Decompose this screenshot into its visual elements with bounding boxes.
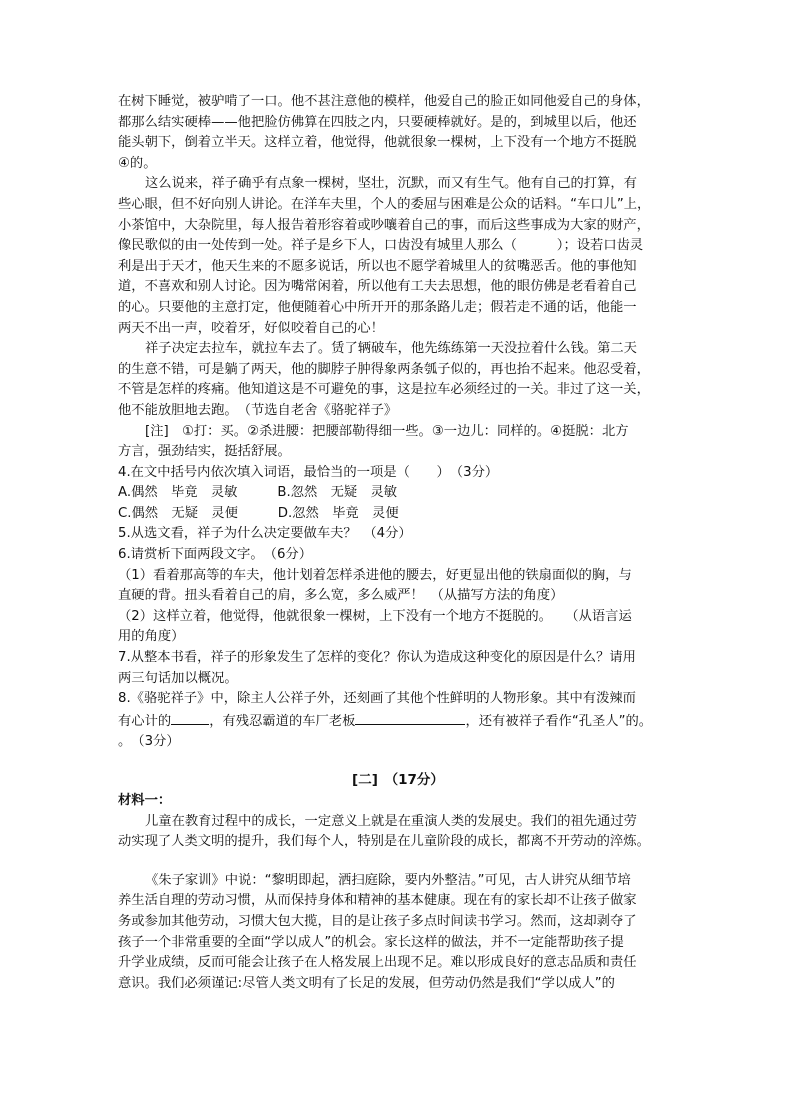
- answer-blank[interactable]: [355, 710, 465, 725]
- question-6-part-1-cont: 直硬的背。扭头看着自己的肩，多么宽，多么威严！ （从描写方法的角度）: [118, 588, 564, 604]
- question-8-cont: [118, 710, 678, 733]
- question-6: 6.请赏析下面两段文字。 （6分）: [118, 547, 313, 563]
- passage-paragraph-1: [118, 92, 678, 174]
- question-block: [118, 463, 678, 753]
- text-line: 这么说来，祥子确乎有点象一棵树，坚壮，沉默，而又有生气。他有自己的打算，有: [145, 176, 637, 192]
- text-line: 不管是怎样的疼痛。他知道这是不可避免的事，这是拉车必须经过的一关。非过了这一关，: [118, 382, 650, 398]
- text-line: 儿童在教育过程中的成长，一定意义上就是在重演人类的发展史。我们的祖先通过劳: [145, 813, 637, 829]
- material-label: 材料一：: [118, 793, 172, 808]
- text-line: 意识。我们必须谨记:尽管人类文明有了长足的发展，但劳动仍然是我们“学以成人”的: [118, 975, 615, 991]
- question-6-part-1: （1）看着那高等的车夫，他计划着怎样杀进他的腰去，好更显出他的铁扇面似的胸，与: [118, 567, 632, 583]
- text-line: 养生活自理的劳动习惯，从而保持身体和精神的基本健康。现在有的家长却不让孩子做家: [118, 893, 637, 909]
- question-4-options-cd: C.偶然 无疑 灵便 D.忽然 毕竟 灵便: [118, 505, 399, 521]
- text-line: 都那么结实硬棒——他把脸仿佛算在四肢之内，只要硬棒就好。是的，到城里以后，他还: [118, 114, 637, 130]
- note-line: 方言，强劲结实，挺括舒展。: [118, 444, 291, 460]
- text-line: 的生意不错，可是躺了两天，他的脚脖子肿得象两条瓠子似的，再也抬不起来。他忍受着，: [118, 361, 650, 377]
- q8-text-mid: ，有残忍霸道的车厂老板: [209, 713, 356, 729]
- question-6-part-2: （2）这样立着，他觉得，他就很象一棵树，上下没有一个地方不挺脱的。 （从语言运: [118, 608, 632, 624]
- text-line: 他不能放胆地去跑。 （节选自老舍《骆驼祥子》: [118, 402, 398, 418]
- question-7: 7.从整本书看，祥子的形象发生了怎样的变化？你认为造成这种变化的原因是什么？请用: [118, 650, 636, 666]
- text-line: ④的。: [118, 155, 157, 171]
- passage-paragraph-3: [118, 339, 678, 421]
- text-line: 利是出于天才，他天生来的不愿多说话，所以也不愿学着城里人的贫嘴恶舌。他的事他知: [118, 258, 637, 274]
- text-line: 小茶馆中，大杂院里，每人报告着形容着或吵嚷着自己的事，而后这些事成为大家的财产，: [118, 217, 650, 233]
- answer-blank[interactable]: [171, 710, 209, 725]
- q8-text-post: ，还有被祥子看作“孔圣人”的。: [465, 713, 653, 729]
- paragraph-gap: [118, 853, 678, 871]
- question-6-part-2-cont: 用的角度）: [118, 629, 185, 645]
- question-5: 5.从选文看，祥子为什么决定要做车夫？ （4分）: [118, 526, 412, 542]
- text-line: 两天不出一声，咬着牙，好似咬着自己的心！: [118, 320, 384, 336]
- text-line: 道，不喜欢和别人讨论。因为嘴常闲着，所以他有工夫去思想，他的眼仿佛是老看着自己: [118, 279, 637, 295]
- document-page: [118, 92, 678, 994]
- q8-text-pre: 有心计的: [118, 713, 172, 729]
- text-line: 务或参加其他劳动，习惯大包大揽，目的是让孩子多点时间读书学习。然而，这却剥夺了: [118, 913, 637, 929]
- text-line: 孩子一个非常重要的全面“学以成人”的机会。家长这样的做法，并不一定能帮助孩子提: [118, 934, 624, 950]
- text-line: 的心。只要他的主意打定，他便随着心中所开开的那条路儿走；假若走不通的话，他能一: [118, 299, 637, 315]
- text-line: 《朱子家训》中说：“黎明即起，洒扫庭除，要内外整洁。”可见，古人讲究从细节培: [145, 872, 631, 888]
- text-line: 像民歌似的由一处传到一处。祥子是乡下人，口齿没有城里人那么（ ）；设若口齿灵: [118, 238, 644, 254]
- text-line: 在树下睡觉，被驴啃了一口。他不甚注意他的模样，他爱自己的脸正如同他爱自己的身体，: [118, 94, 650, 109]
- text-line: 祥子决定去拉车，就拉车去了。赁了辆破车，他先练练第一天没拉着什么钱。第二天: [145, 341, 637, 357]
- text-line: 能头朝下，倒着立半天。这样立着，他觉得，他就很象一棵树，上下没有一个地方不挺脱: [118, 135, 637, 151]
- question-4-options-ab: A.偶然 毕竟 灵敏 B.忽然 无疑 灵敏: [118, 485, 398, 501]
- question-8-score: 。 （3分）: [118, 734, 180, 750]
- passage-paragraph-2: [118, 174, 678, 339]
- text-line: 升学业成绩，反而可能会让孩子在人格发展上出现不足。难以形成良好的意志品质和责任: [118, 955, 637, 971]
- text-line: 动实现了人类文明的提升，我们每个人，特别是在儿童阶段的成长，都离不开劳动的淬炼。: [118, 834, 650, 850]
- question-8: 8.《骆驼祥子》中，除主人公祥子外，还刻画了其他个性鲜明的人物形象。其中有泼辣而: [118, 691, 636, 707]
- material-paragraph-2: [118, 871, 678, 995]
- note-line: [注] ①打：买。②杀进腰：把腰部勒得细一些。③一边儿：同样的。④挺脱：北方: [145, 423, 629, 439]
- passage-notes: [118, 422, 678, 463]
- question-4: 4.在文中括号内依次填入词语，最恰当的一项是（ ） （3分）: [118, 464, 499, 480]
- section-title: [二] （17分）: [352, 772, 444, 788]
- question-7-cont: 两三句话加以概况。: [118, 670, 238, 686]
- material-paragraph-1: [118, 812, 678, 853]
- text-line: 些心眼，但不好向别人讲论。在洋车夫里，个人的委屈与困难是公众的话料。“车口儿”上，: [118, 196, 651, 212]
